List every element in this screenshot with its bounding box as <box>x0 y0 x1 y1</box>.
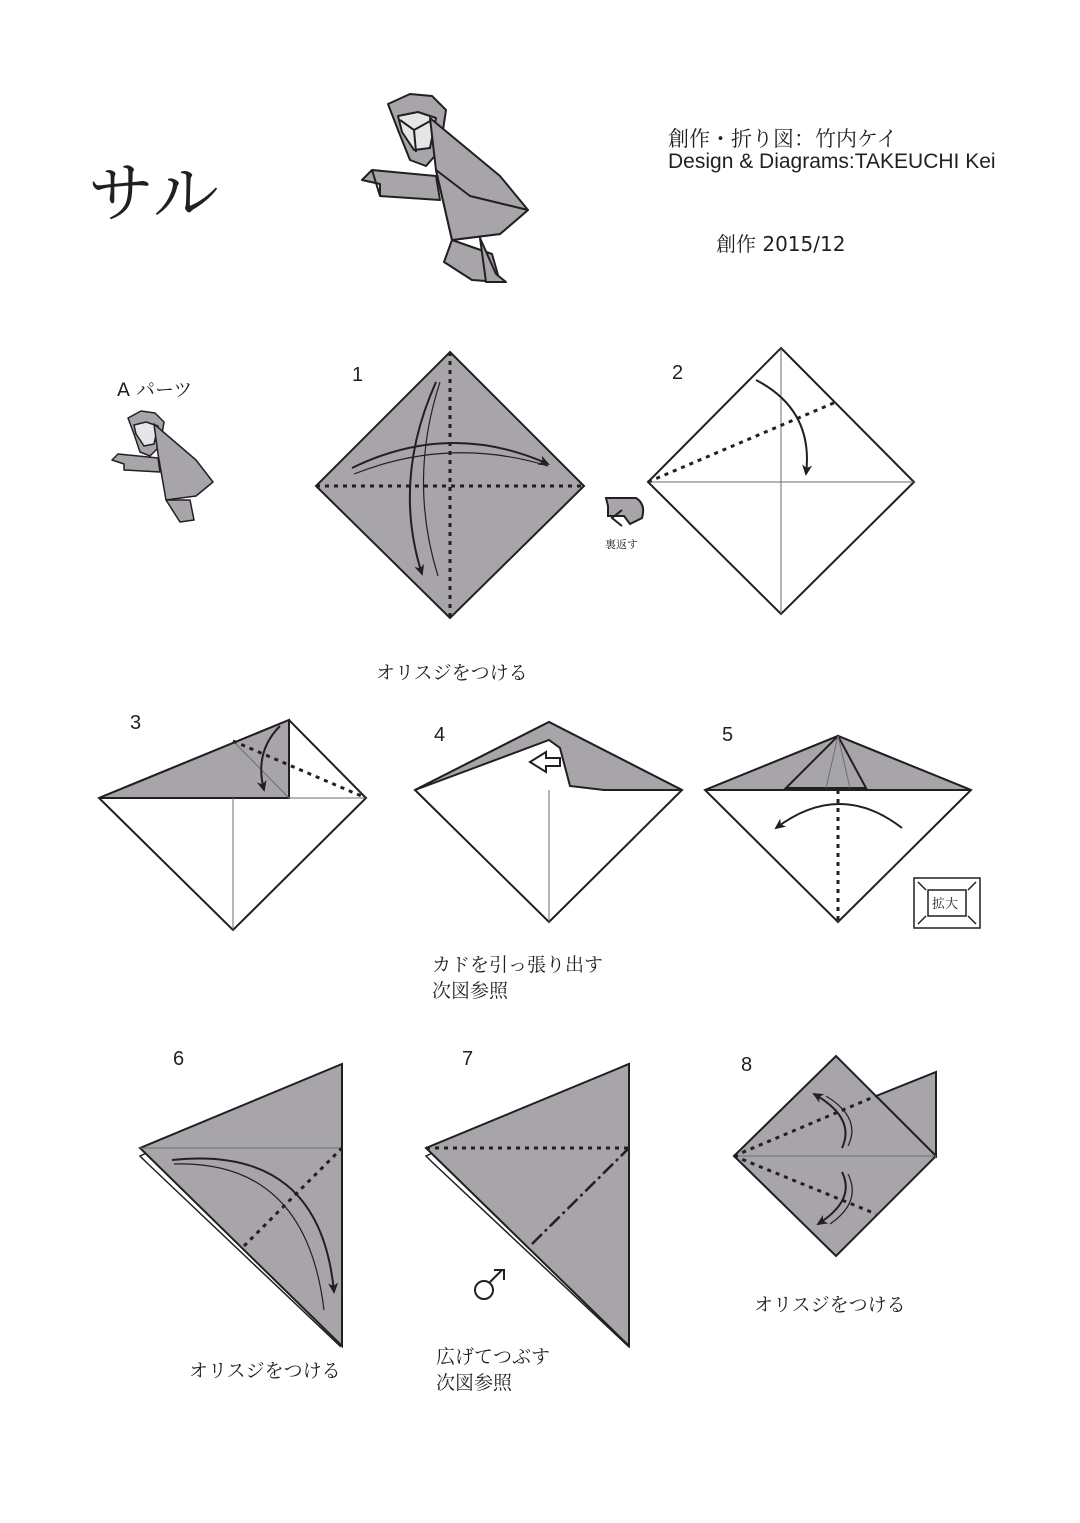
step-8-caption: オリスジをつける <box>754 1294 906 1316</box>
step-1-diagram <box>316 352 584 618</box>
credit-english: Design & Diagrams:TAKEUCHI Kei <box>668 150 996 173</box>
step-7-caption-2: 次図参照 <box>436 1372 513 1394</box>
turn-over-icon <box>606 498 643 526</box>
step-3-diagram <box>99 720 366 930</box>
step-2-diagram <box>648 348 914 614</box>
step-6-caption: オリスジをつける <box>189 1360 341 1382</box>
step-3-number: 3 <box>130 712 142 734</box>
step-4-diagram <box>415 722 682 922</box>
step-8-diagram <box>734 1056 936 1256</box>
step-4-number: 4 <box>434 724 446 746</box>
enlarge-label: 拡大 <box>932 897 959 912</box>
monkey-illustration <box>362 94 528 282</box>
step-4-caption-2: 次図参照 <box>432 980 509 1002</box>
step-6-diagram <box>140 1064 342 1346</box>
step-1-caption: オリスジをつける <box>376 662 528 684</box>
step-4-caption: カドを引っ張り出す <box>432 954 604 976</box>
credit-japanese: 創作・折り図：竹内ケイ <box>668 127 898 151</box>
step-8-number: 8 <box>741 1054 753 1076</box>
step-2-number: 2 <box>672 362 684 384</box>
step-7-diagram <box>426 1064 629 1346</box>
step-1-number: 1 <box>352 364 364 386</box>
turn-over-label: 裏返す <box>605 538 638 551</box>
squash-arrow-icon <box>475 1270 504 1299</box>
created-date: 創作 2015/12 <box>716 232 846 256</box>
part-label: A パーツ <box>117 379 193 401</box>
page-title: サル <box>88 155 221 232</box>
step-7-caption: 広げてつぶす <box>436 1346 551 1368</box>
step-7-number: 7 <box>462 1048 474 1070</box>
step-5-number: 5 <box>722 724 734 746</box>
monkey-small-illustration <box>112 411 213 522</box>
step-6-number: 6 <box>173 1048 185 1070</box>
